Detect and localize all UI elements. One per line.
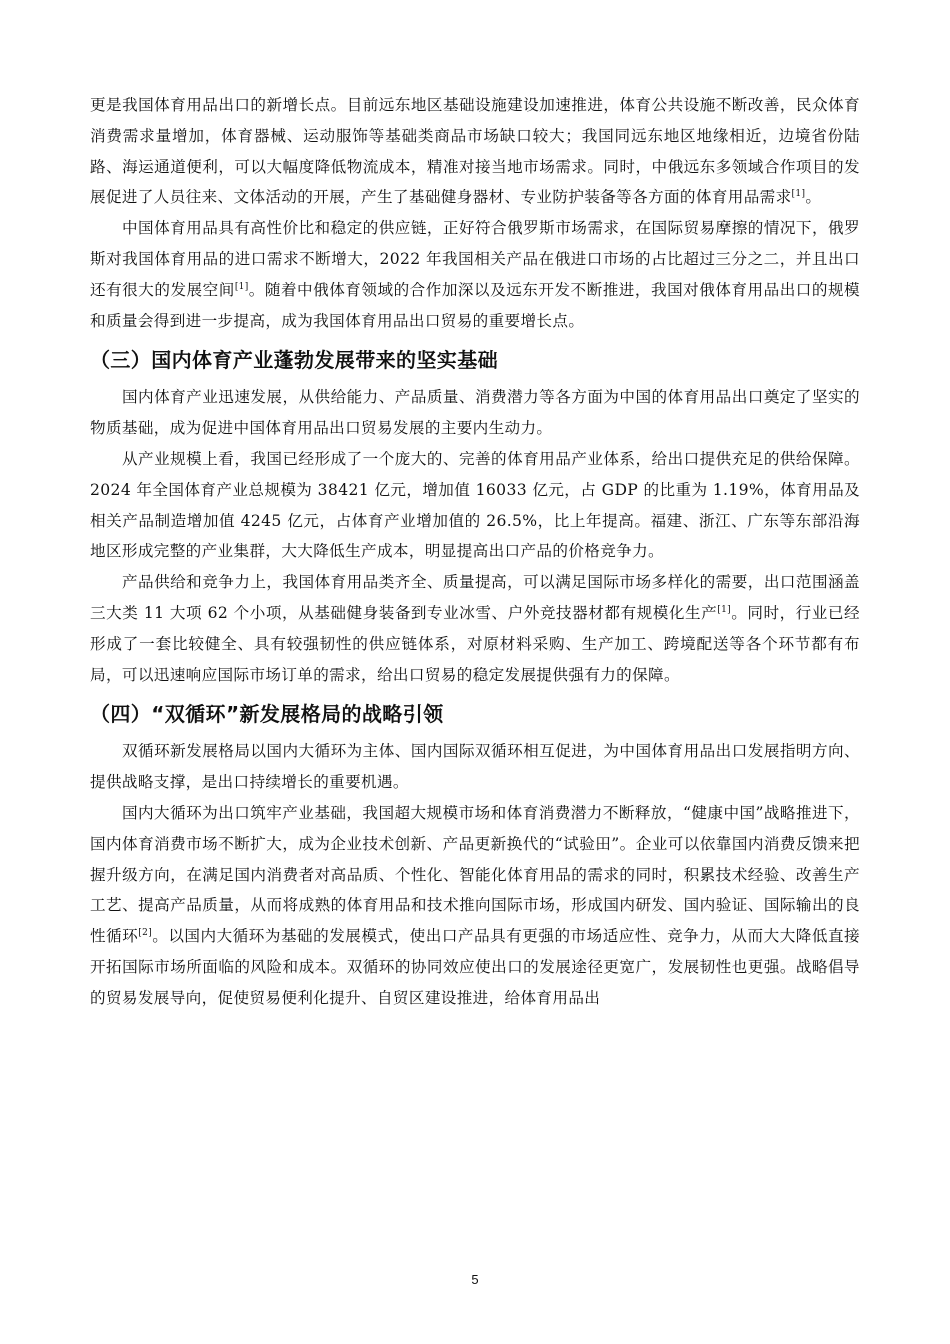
citation-1: [1]	[717, 604, 732, 615]
paragraph-product-supply: 产品供给和竞争力上，我国体育用品类齐全、质量提高，可以满足国际市场多样化的需要，出口范围涵盖三大类 11 大项 62 个小项，从基础健身装备到专业冰雪、户外竞技器材都有规模化生产[1]。同时，行业已经形成了一套比较健全、具有较强韧性的供应链体系，对原材料采购、生产加工、跨境配送等各个环节都有布局，可以迅速响应国际市场订单的需求，给出口贸易的稳定发展提供强有力的保障。	[90, 573, 860, 684]
page-number: 5	[471, 1272, 479, 1287]
paragraph-domestic-circulation: 国内大循环为出口筑牢产业基础，我国超大规模市场和体育消费潜力不断释放，“健康中国”战略推进下，国内体育消费市场不断扩大，成为企业技术创新、产品更新换代的“试验田”。企业可以依靠国内消费反馈来把握升级方向，在满足国内消费者对高品质、个性化、智能化体育用品的需求的同时，积累技术经验、改善生产工艺、提高产品质量，从而将成熟的体育用品和技术推向国际市场，形成国内研发、国内验证、国际输出的良性循环[2]。以国内大循环为基础的发展模式，使出口产品具有更强的市场适应性、竞争力，从而大大降低直接开拓国际市场所面临的风险和成本。双循环的协同效应使出口的发展途径更宽广，发展韧性也更强。战略倡导的贸易发展导向，促使贸易便利化提升、自贸区建设推进，给体育用品出	[90, 803, 860, 1007]
paragraph-domestic-industry: 国内体育产业迅速发展，从供给能力、产品质量、消费潜力等各方面为中国的体育用品出口奠定了坚实的物质基础，成为促进中国体育用品出口贸易发展的主要内生动力。	[90, 388, 860, 438]
citation-2: [2]	[138, 928, 153, 939]
paragraph-dual-circulation: 双循环新发展格局以国内大循环为主体、国内国际双循环相互促进，为中国体育用品出口发展指明方向、提供战略支撑，是出口持续增长的重要机遇。	[90, 742, 860, 792]
paragraph-far-east-demand: 更是我国体育用品出口的新增长点。目前远东地区基础设施建设加速推进，体育公共设施不断改善，民众体育消费需求量增加，体育器械、运动服饰等基础类商品市场缺口较大；我国同远东地区地缘相近，边境省份陆路、海运通道便利，可以大幅度降低物流成本，精准对接当地市场需求。同时，中俄远东多领域合作项目的发展促进了人员往来、文体活动的开展，产生了基础健身器材、专业防护装备等各方面的体育用品需求[1]。	[90, 96, 860, 207]
document-body	[90, 90, 860, 1014]
paragraph-russia-market: 中国体育用品具有高性价比和稳定的供应链，正好符合俄罗斯市场需求，在国际贸易摩擦的情况下，俄罗斯对我国体育用品的进口需求不断增大，2022 年我国相关产品在俄进口市场的占比超过三分之二，并且出口还有很大的发展空间[1]。随着中俄体育领域的合作加深以及远东开发不断推进，我国对俄体育用品出口的规模和质量会得到进一步提高，成为我国体育用品出口贸易的重要增长点。	[90, 219, 860, 330]
citation-1: [1]	[234, 281, 249, 292]
section-heading-4: （四）“双循环”新发展格局的战略引领	[90, 702, 444, 727]
citation-1: [1]	[791, 189, 806, 200]
section-heading-3: （三）国内体育产业蓬勃发展带来的坚实基础	[90, 348, 498, 373]
paragraph-industry-scale: 从产业规模上看，我国已经形成了一个庞大的、完善的体育用品产业体系，给出口提供充足的供给保障。2024 年全国体育产业总规模为 38421 亿元，增加值 16033 亿元，占 GDP 的比重为 1.19%，体育用品及相关产品制造增加值 4245 亿元，占体育产业增加值的 26.5%，比上年提高。福建、浙江、广东等东部沿海地区形成完整的产业集群，大大降低生产成本，明显提高出口产品的价格竞争力。	[90, 449, 860, 561]
